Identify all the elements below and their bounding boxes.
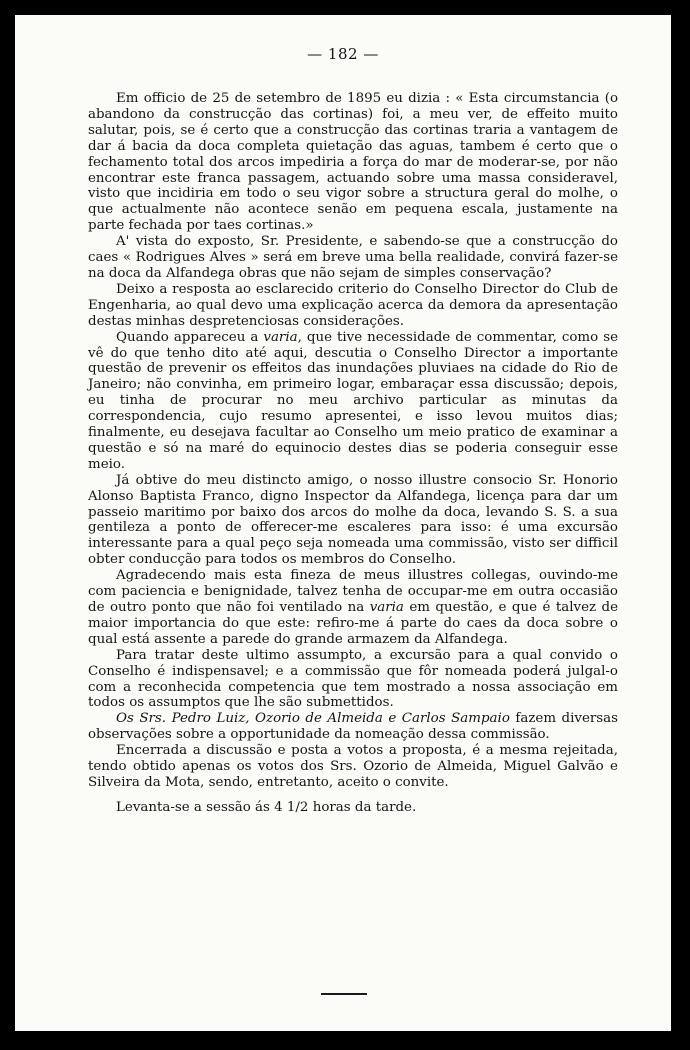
paragraph-quando bbox=[88, 330, 618, 473]
varia-italic: varia bbox=[369, 600, 404, 615]
paragraph-deixo: Deixo a resposta ao esclarecido criterio do Conselho Director do Club de Engenharia, ao qual devo uma explicação acerca da demora da apresentação destas minhas despretenciosas considerações. bbox=[88, 281, 618, 329]
closing-rule bbox=[321, 993, 367, 995]
paragraph-quando-rest: , que tive necessidade de commentar, como se vê do que tenho dito até aqui, descutia o Conselho Director a importante questão de prevenir os effeitos das inundações pluviaes na cidade do Rio de Janeiro; não convinha, em primeiro logar, embaraçar essa discussão; depois, eu tinha de procurar no meu archivo particular as minutas da correspondencia, cujo resumo apresentei, e isso levou muitos dias; finalmente, eu desejava facultar ao Conselho um meio pratico de examinar a questão e só na maré do equinocio destes dias se poderia conseguir esse meio. bbox=[88, 329, 618, 472]
paragraph-para-tratar: Para tratar deste ultimo assumpto, a excursão para a qual convido o Conselho é indispensavel; e a commissão que fôr nomeada poderá julgal-o com a reconhecida competencia que tem mostrado a nossa associação em todos os assumptos que lhe são submettidos. bbox=[88, 647, 618, 711]
paragraph-officio: Em officio de 25 de setembro de 1895 eu dizia : « Esta circumstancia (o abandono da construcção das cortinas) foi, a meu ver, de effeito muito salutar, pois, se é certo que a construcção das cortinas traria a vantagem de dar á bacia da doca completa quietação das aguas, tambem é certo que o fechamento total dos arcos impediria a força do mar de moderar-se, por não encontrar este franca passagem, actuando sobre uma massa consideravel, visto que incidiria em todo o seu vigor sobre a structura geral do molhe, o que actualmente não acontece senão em pequena escala, justamente na parte fechada por taes cortinas.» bbox=[88, 91, 618, 234]
paragraph-ja-obtive: Já obtive do meu distincto amigo, o nosso illustre consocio Sr. Honorio Alonso Baptista Franco, digno Inspector da Alfandega, licença para dar um passeio maritimo por baixo dos arcos do molhe da doca, levando S. S. a sua gentileza a ponto de offerecer-me escaleres para isso: é uma excursão interessante para a qual peço seja nomeada uma commissão, visto ser difficil obter conducção para todos os membros do Conselho. bbox=[88, 472, 618, 568]
paragraph-agradecendo-rest: em questão, e que é talvez de maior importancia do que este: refiro-me á parte do caes da doca sobre o qual está assente a parede do grande armazem da Alfandega. bbox=[88, 600, 618, 647]
paragraph-encerrada: Encerrada a discussão e posta a votos a proposta, é a mesma rejeitada, tendo obtido apenas os votos dos Srs. Ozorio de Almeida, Miguel Galvão e Silveira da Mota, sendo, entretanto, aceito o convite. bbox=[88, 743, 618, 790]
paragraph-vista: A' vista do exposto, Sr. Presidente, e sabendo-se que a construcção do caes « Rodrigues Alves » será em breve uma bella realidade, convirá fazer-se na doca da Alfandega obras que não sejam de simples conservação? bbox=[88, 234, 618, 281]
varia-italic: varia bbox=[263, 329, 298, 345]
body-text bbox=[88, 91, 618, 816]
document-page bbox=[15, 15, 671, 1031]
page-number: — 182 — bbox=[307, 45, 379, 63]
speakers-italic: Os Srs. Pedro Luiz, Ozorio de Almeida e Carlos Sampaio bbox=[116, 711, 510, 727]
paragraph-agradecendo-start: Agradecendo mais esta fineza de meus illustres collegas, ouvindo-me com paciencia e benignidade, talvez tenha de occupar-me em outra occasião de outro ponto que não foi ventilado na bbox=[88, 568, 618, 615]
paragraph-srs bbox=[88, 711, 618, 743]
paragraph-quando-start: Quando appareceu a bbox=[116, 329, 264, 345]
paragraph-agradecendo bbox=[88, 568, 618, 648]
paragraph-levanta: Levanta-se a sessão ás 4 1/2 horas da tarde. bbox=[116, 799, 417, 815]
paragraph-srs-rest: fazem diversas observações sobre a opportunidade da nomeação dessa commissão. bbox=[88, 711, 618, 743]
